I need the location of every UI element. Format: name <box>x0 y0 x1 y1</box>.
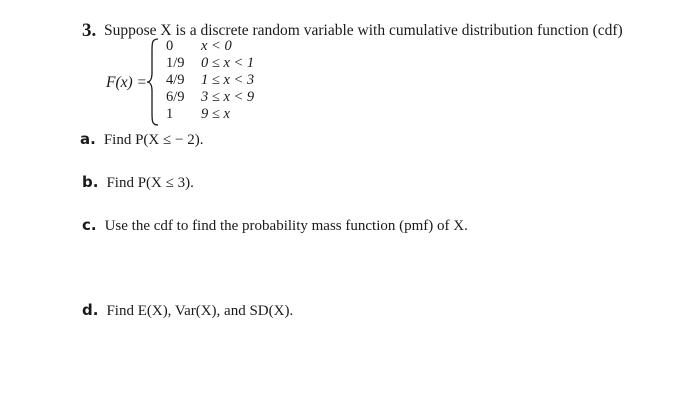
part-c-text: Use the cdf to find the probability mass function (pmf) of X. <box>104 218 468 234</box>
part-b <box>82 173 194 192</box>
left-brace <box>146 37 160 127</box>
question-number: 3. <box>82 20 97 41</box>
part-c <box>82 216 468 235</box>
cdf-case-value: 0 <box>166 38 174 54</box>
cdf-case-condition: 9 ≤ x <box>201 106 230 122</box>
question-stem: Suppose X is a discrete random variable with cumulative distribution function (cdf) <box>104 22 623 39</box>
cdf-case-value: 1/9 <box>166 55 185 71</box>
part-a-text: Find P(X ≤ − 2). <box>103 132 204 148</box>
cdf-case-condition: 0 ≤ x < 1 <box>201 55 255 71</box>
cdf-function-label: F(x) = <box>106 74 148 91</box>
part-d-letter: d. <box>82 301 99 319</box>
part-a-letter: a. <box>80 130 96 148</box>
part-c-letter: c. <box>82 216 97 234</box>
part-d-text: Find E(X), Var(X), and SD(X). <box>106 303 294 319</box>
part-a <box>80 130 203 149</box>
cdf-case-condition: 1 ≤ x < 3 <box>201 72 255 88</box>
part-d <box>82 301 293 320</box>
cdf-case-condition: 3 ≤ x < 9 <box>201 89 255 105</box>
cdf-case-value: 4/9 <box>166 72 185 88</box>
part-b-letter: b. <box>82 173 99 191</box>
cdf-case-condition: x < 0 <box>201 38 232 54</box>
part-b-text: Find P(X ≤ 3). <box>106 175 194 191</box>
cdf-case-value: 1 <box>166 106 174 122</box>
cdf-case-value: 6/9 <box>166 89 185 105</box>
